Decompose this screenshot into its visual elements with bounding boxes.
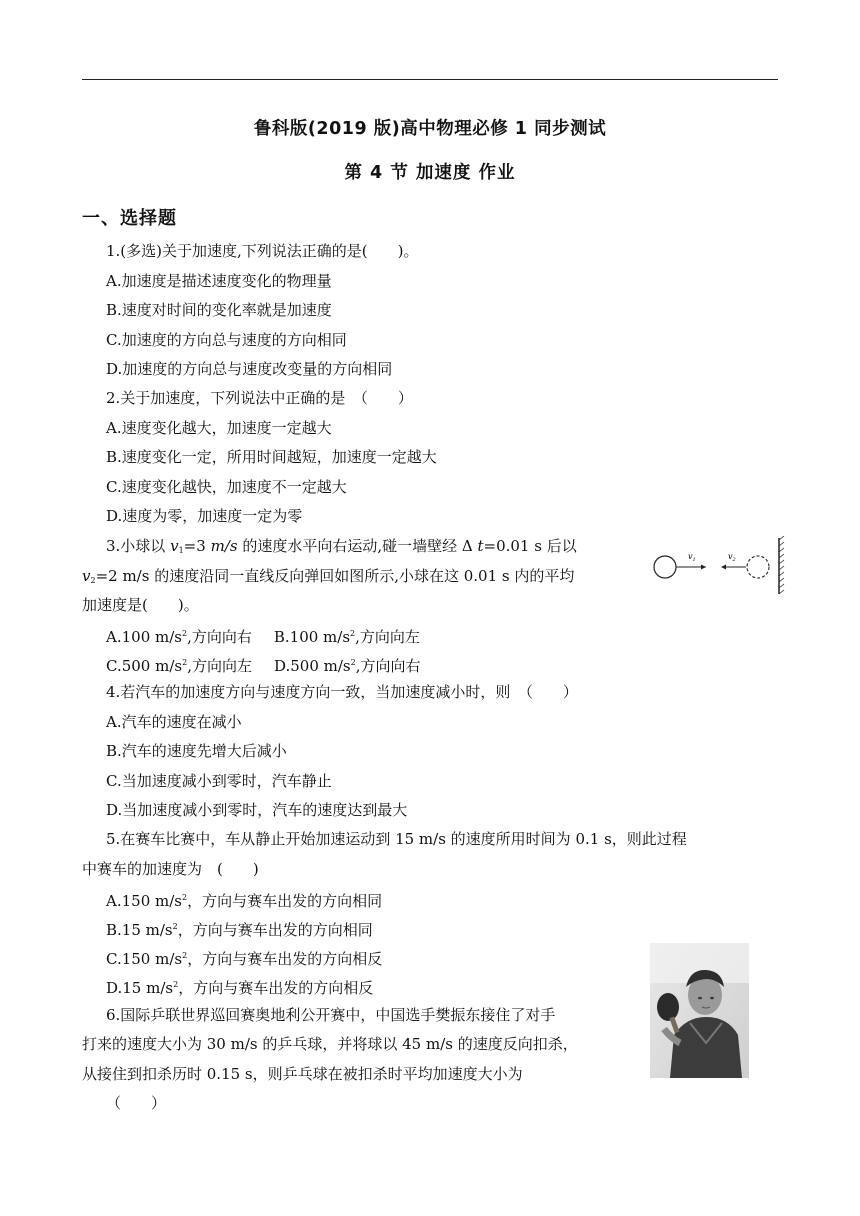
q1-option-b: B.速度对时间的变化率就是加速度 [106, 301, 332, 319]
fig-v2-label: $v_2$ [728, 552, 736, 563]
q3-option-b: B.100 m/s [273, 628, 351, 646]
q5-option-a-tail: ，方向与赛车出发的方向相同 [187, 892, 383, 910]
q5-stem-line1: 5.在赛车比赛中，车从静止开始加速运动到 15 m/s 的速度所用时间为 0.1 s，则此过程 [106, 830, 687, 848]
q3-figure [650, 536, 786, 596]
fig-v1-label: $v_1$ [688, 552, 696, 563]
q3-options-ab [106, 624, 420, 647]
q5-option-a-sq: 2 [181, 893, 188, 902]
q3-option-a-sq: 2 [181, 629, 188, 638]
q2-option-c: C.速度变化越快，加速度不一定越大 [106, 478, 347, 496]
q5-option-a: A.150 m/s [106, 892, 182, 910]
q3-t: t [477, 537, 484, 555]
q5-option-d-sq: 2 [173, 980, 179, 989]
q5-option-c: C.150 m/s [106, 950, 183, 968]
q3-v1-sub: 1 [178, 546, 184, 555]
document-title: 鲁科版(2019 版)高中物理必修 1 同步测试 [253, 119, 607, 139]
q3-option-c-sq: 2 [182, 658, 188, 667]
q2-stem: 2.关于加速度，下列说法中正确的是 （ ） [106, 389, 413, 407]
q3-option-b-sq: 2 [350, 629, 356, 638]
q3-option-c: C.500 m/s [106, 657, 183, 675]
q3-l1-pre: 3.小球以 [106, 537, 171, 555]
q5-option-d-tail: ，方向与赛车出发的方向相反 [178, 979, 374, 997]
q3-option-b-tail: ,方向向左 [355, 628, 420, 646]
document-subtitle: 第 4 节 加速度 作业 [344, 163, 516, 183]
q2-option-a: A.速度变化越大，加速度一定越大 [106, 419, 332, 437]
q5-option-b-sq: 2 [172, 922, 178, 931]
q5-option-c-tail: ，方向与赛车出发的方向相反 [187, 950, 383, 968]
q3-l1-mid: =3 [183, 537, 211, 555]
q5-option-c-sq: 2 [182, 951, 188, 960]
table-tennis-player-photo [650, 943, 749, 1078]
q5-option-b: B.15 m/s [106, 921, 173, 939]
q6-stem-line2: 打来的速度大小为 30 m/s 的乒乓球，并将球以 45 m/s 的速度反向扣杀， [82, 1035, 578, 1053]
q1-option-a: A.加速度是描述速度变化的物理量 [106, 272, 332, 290]
q3-l1-end: =0.01 s 后以 [483, 537, 577, 555]
q5-option-b-tail: ，方向与赛车出发的方向相同 [177, 921, 373, 939]
ball-solid [654, 556, 676, 578]
q4-option-d: D.当加速度减小到零时，汽车的速度达到最大 [106, 801, 408, 819]
q3-l2-post: =2 m/s 的速度沿同一直线反向弹回如图所示,小球在这 0.01 s 内的平均 [95, 567, 575, 585]
q3-v2-sub: 2 [90, 576, 96, 585]
q3-option-d-tail: ,方向向右 [355, 657, 421, 675]
q3-stem-line1 [106, 536, 577, 561]
q1-option-d: D.加速度的方向总与速度改变量的方向相同 [106, 360, 393, 378]
q1-stem: 1.(多选)关于加速度,下列说法正确的是( )。 [106, 242, 419, 260]
q3-option-d-sq: 2 [350, 658, 356, 667]
q2-option-d: D.速度为零，加速度一定为零 [106, 507, 303, 525]
q4-stem: 4.若汽车的加速度方向与速度方向一致，当加速度减小时，则 （ ） [106, 683, 578, 701]
q6-stem-line1: 6.国际乒联世界巡回赛奥地利公开赛中，中国选手樊振东接住了对手 [106, 1006, 556, 1024]
q2-option-b: B.速度变化一定，所用时间越短，加速度一定越大 [106, 448, 437, 466]
header-rule [82, 79, 778, 80]
q5-option-d: D.15 m/s [106, 979, 174, 997]
q3-option-d: D.500 m/s [273, 657, 351, 675]
q5-option-b-line [106, 917, 373, 940]
q3-v2: v [82, 567, 91, 585]
q5-option-a-line [106, 888, 382, 911]
q6-stem-line4: （ ） [106, 1094, 167, 1112]
q4-option-b: B.汽车的速度先增大后减小 [106, 742, 287, 760]
q3-option-c-tail: ,方向向左 [187, 657, 252, 675]
q6-stem-line3: 从接住到扣杀历时 0.15 s，则乒乓球在被扣杀时平均加速度大小为 [82, 1065, 523, 1083]
q1-option-c: C.加速度的方向总与速度的方向相同 [106, 331, 347, 349]
q4-option-a: A.汽车的速度在减小 [106, 713, 242, 731]
q5-stem-line2: 中赛车的加速度为 ( ) [82, 860, 259, 878]
q3-unit: m/s [210, 537, 238, 555]
q4-option-c: C.当加速度减小到零时，汽车静止 [106, 772, 332, 790]
q5-option-c-line [106, 946, 382, 969]
q3-stem-line2 [82, 566, 574, 591]
q3-v1: v [170, 537, 179, 555]
q5-option-d-line [106, 975, 373, 998]
q3-stem-line3: 加速度是( )。 [82, 596, 199, 614]
q3-option-a: A.100 m/s [106, 628, 182, 646]
q3-l1-post: 的速度水平向右运动,碰一墙壁经 Δ [237, 537, 478, 555]
v1-arrowhead [701, 565, 706, 570]
v2-arrowhead [721, 565, 726, 570]
q3-option-a-tail: ,方向向右 [187, 628, 252, 646]
ball-dashed [747, 556, 769, 578]
q3-options-cd [106, 653, 420, 676]
section-heading: 一、选择题 [82, 208, 177, 229]
